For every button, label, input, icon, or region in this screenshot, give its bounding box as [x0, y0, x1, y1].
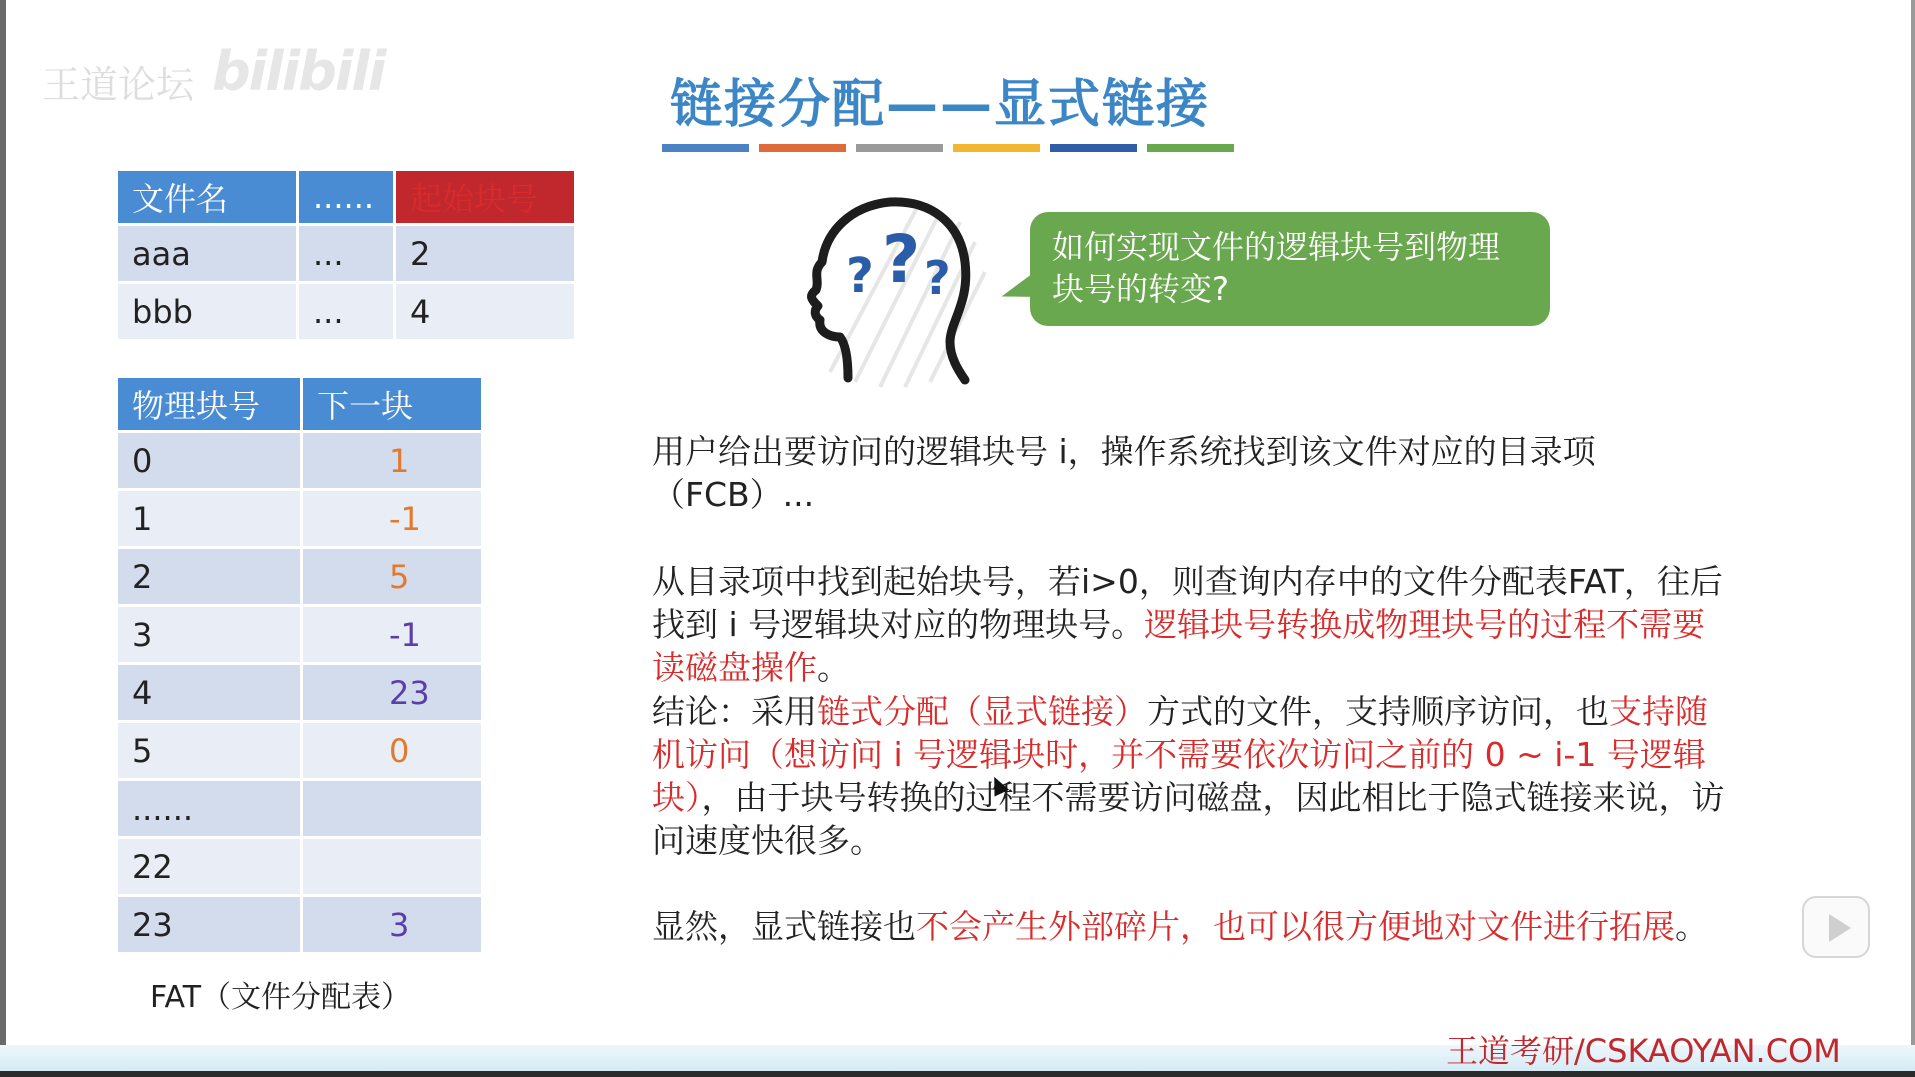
fat-table — [115, 375, 484, 955]
directory-header-row — [118, 171, 574, 223]
paragraph-2-end: 。 — [817, 648, 850, 687]
cell-ellipsis: ... — [299, 226, 393, 281]
cell-filename: aaa — [118, 226, 296, 281]
fat-row — [118, 549, 481, 604]
fat-row — [118, 607, 481, 662]
conclusion-mid: 方式的文件，支持顺序访问，也 — [1147, 692, 1609, 731]
title-bar — [662, 144, 749, 152]
cell-block: 5 — [118, 723, 300, 778]
cell-block: 0 — [118, 433, 300, 488]
cell-next: 23 — [303, 665, 481, 720]
fat-row — [118, 781, 481, 836]
cell-filename: bbb — [118, 284, 296, 339]
cell-block: 4 — [118, 665, 300, 720]
header-ellipsis: ...... — [299, 171, 393, 223]
cell-ellipsis: ... — [299, 284, 393, 339]
paragraph-4 — [652, 905, 1732, 948]
frame-right-edge — [1911, 0, 1915, 1077]
fat-row — [118, 897, 481, 952]
title-bar — [1050, 144, 1137, 152]
header-filename: 文件名 — [118, 171, 296, 223]
cell-block: 2 — [118, 549, 300, 604]
cell-block: 22 — [118, 839, 300, 894]
fat-row — [118, 723, 481, 778]
directory-row — [118, 226, 574, 281]
paragraph-4-prefix: 显然，显式链接也 — [652, 907, 916, 946]
cell-start-block: 2 — [396, 226, 574, 281]
frame-bottom-edge — [0, 1071, 1915, 1077]
conclusion-random-access: 支持随机访问（想访问 i 号逻辑块时，并不需要依次访问之前的 0 ~ i-1 号逻辑块） — [652, 692, 1708, 817]
fat-row — [118, 433, 481, 488]
paragraph-1 — [652, 430, 1732, 516]
fat-header-row — [118, 378, 481, 430]
paragraph-2 — [652, 560, 1732, 689]
cell-next: 0 — [303, 723, 481, 778]
cell-block: 3 — [118, 607, 300, 662]
watermark-text: 王道论坛 — [42, 63, 195, 107]
cell-block: 1 — [118, 491, 300, 546]
svg-text:?: ? — [882, 221, 921, 298]
cell-next — [303, 839, 481, 894]
header-next-block: 下一块 — [303, 378, 481, 430]
paragraph-2-text: 从目录项中找到起始块号，若i>0，则查询内存中的文件分配表FAT，往后找到 i 号逻辑块对应的物理块号。 — [652, 562, 1723, 644]
slide-title: 链接分配——显式链接 — [669, 75, 1210, 135]
bilibili-logo: bilibili — [212, 40, 385, 103]
title-bar — [759, 144, 846, 152]
svg-text:?: ? — [846, 248, 874, 304]
cell-next: -1 — [303, 607, 481, 662]
paragraph-1-text: 用户给出要访问的逻辑块号 i，操作系统找到该文件对应的目录项（FCB）... — [652, 432, 1596, 514]
paragraph-4-end: 。 — [1675, 907, 1708, 946]
directory-table — [115, 168, 577, 342]
fat-row — [118, 839, 481, 894]
conclusion-prefix: 结论：采用 — [652, 692, 817, 731]
cell-start-block: 4 — [396, 284, 574, 339]
title-bar — [856, 144, 943, 152]
frame-left-edge — [0, 0, 6, 1077]
conclusion-method: 链式分配（显式链接） — [817, 692, 1147, 731]
cell-next: -1 — [303, 491, 481, 546]
watermark — [42, 40, 385, 107]
directory-row — [118, 284, 574, 339]
header-start-block: 起始块号 — [396, 171, 574, 223]
fat-caption: FAT（文件分配表） — [150, 980, 412, 1015]
title-underline-bars — [662, 144, 1234, 152]
fat-row — [118, 665, 481, 720]
cell-next: 5 — [303, 549, 481, 604]
fat-row — [118, 491, 481, 546]
conclusion-end: ，由于块号转换的过程不需要访问磁盘，因此相比于隐式链接来说，访问速度快很多。 — [652, 778, 1725, 860]
thinking-head-question-icon — [800, 192, 990, 392]
header-physical-block: 物理块号 — [118, 378, 300, 430]
cell-next: 1 — [303, 433, 481, 488]
footer-brand: 王道考研/CSKAOYAN.COM — [1446, 1032, 1841, 1070]
svg-text:?: ? — [924, 251, 951, 305]
speech-bubble: 如何实现文件的逻辑块号到物理块号的转变? — [1030, 212, 1550, 326]
cell-next — [303, 781, 481, 836]
title-bar — [1147, 144, 1234, 152]
play-button[interactable] — [1802, 896, 1870, 958]
cell-next: 3 — [303, 897, 481, 952]
paragraph-2-highlight: 逻辑块号转换成物理块号的过程不需要读磁盘操作 — [652, 605, 1706, 687]
cell-block: ...... — [118, 781, 300, 836]
paragraph-4-highlight: 不会产生外部碎片，也可以很方便地对文件进行拓展 — [916, 907, 1675, 946]
paragraph-3-conclusion — [652, 690, 1732, 862]
title-bar — [953, 144, 1040, 152]
play-icon — [1829, 914, 1851, 942]
cell-block: 23 — [118, 897, 300, 952]
